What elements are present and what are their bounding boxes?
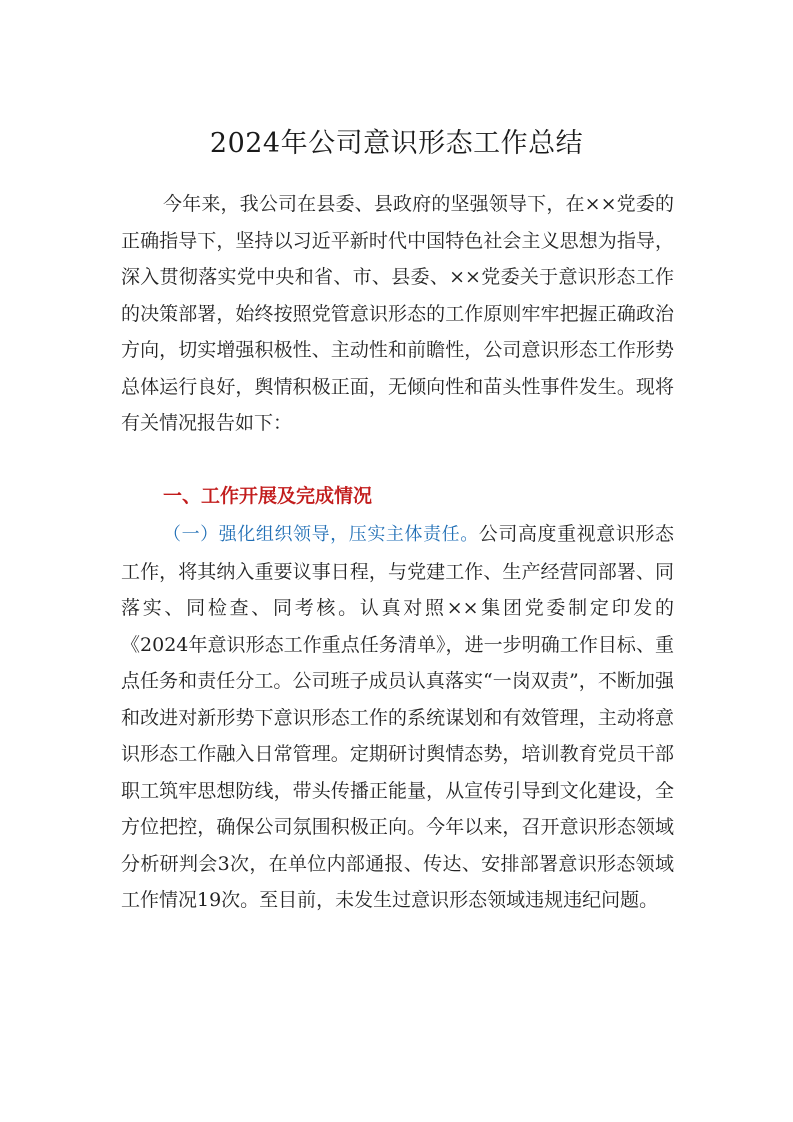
subsection-paragraph-1 <box>121 516 674 919</box>
intro-paragraph: 今年来，我公司在县委、县政府的坚强领导下，在××党委的正确指导下，坚持以习近平新时代中国特色社会主义思想为指导，深入贯彻落实党中央和省、市、县委、××党委关于意识形态工作的决策部署，始终按照党管意识形态的工作原则牢牢把握正确政治方向，切实增强积极性、主动性和前瞻性，公司意识形态工作形势总体运行良好，舆情积极正面，无倾向性和苗头性事件发生。现将有关情况报告如下： <box>121 193 674 434</box>
subsection-body-1: 公司高度重视意识形态工作，将其纳入重要议事日程，与党建工作、生产经营同部署、同落实、同检查、同考核。认真对照××集团党委制定印发的《2024年意识形态工作重点任务清单》，进一步明确工作目标、重点任务和责任分工。公司班子成员认真落实“一岗双责”，不断加强和改进对新形势下意识形态工作的系统谋划和有效管理，主动将意识形态工作融入日常管理。定期研讨舆情态势，培训教育党员干部职工筑牢思想防线，带头传播正能量，从宣传引导到文化建设，全方位把控，确保公司氛围积极正向。今年以来，召开意识形态领域分析研判会3次，在单位内部通报、传达、安排部署意识形态领域工作情况19次。至目前，未发生过意识形态领域违规违纪问题。 <box>121 523 674 911</box>
page-title: 2024年公司意识形态工作总结 <box>209 128 584 159</box>
section-heading-1: 一、工作开展及完成情况 <box>163 485 373 507</box>
subsection-heading-1: （一）强化组织领导，压实主体责任。 <box>163 524 479 545</box>
